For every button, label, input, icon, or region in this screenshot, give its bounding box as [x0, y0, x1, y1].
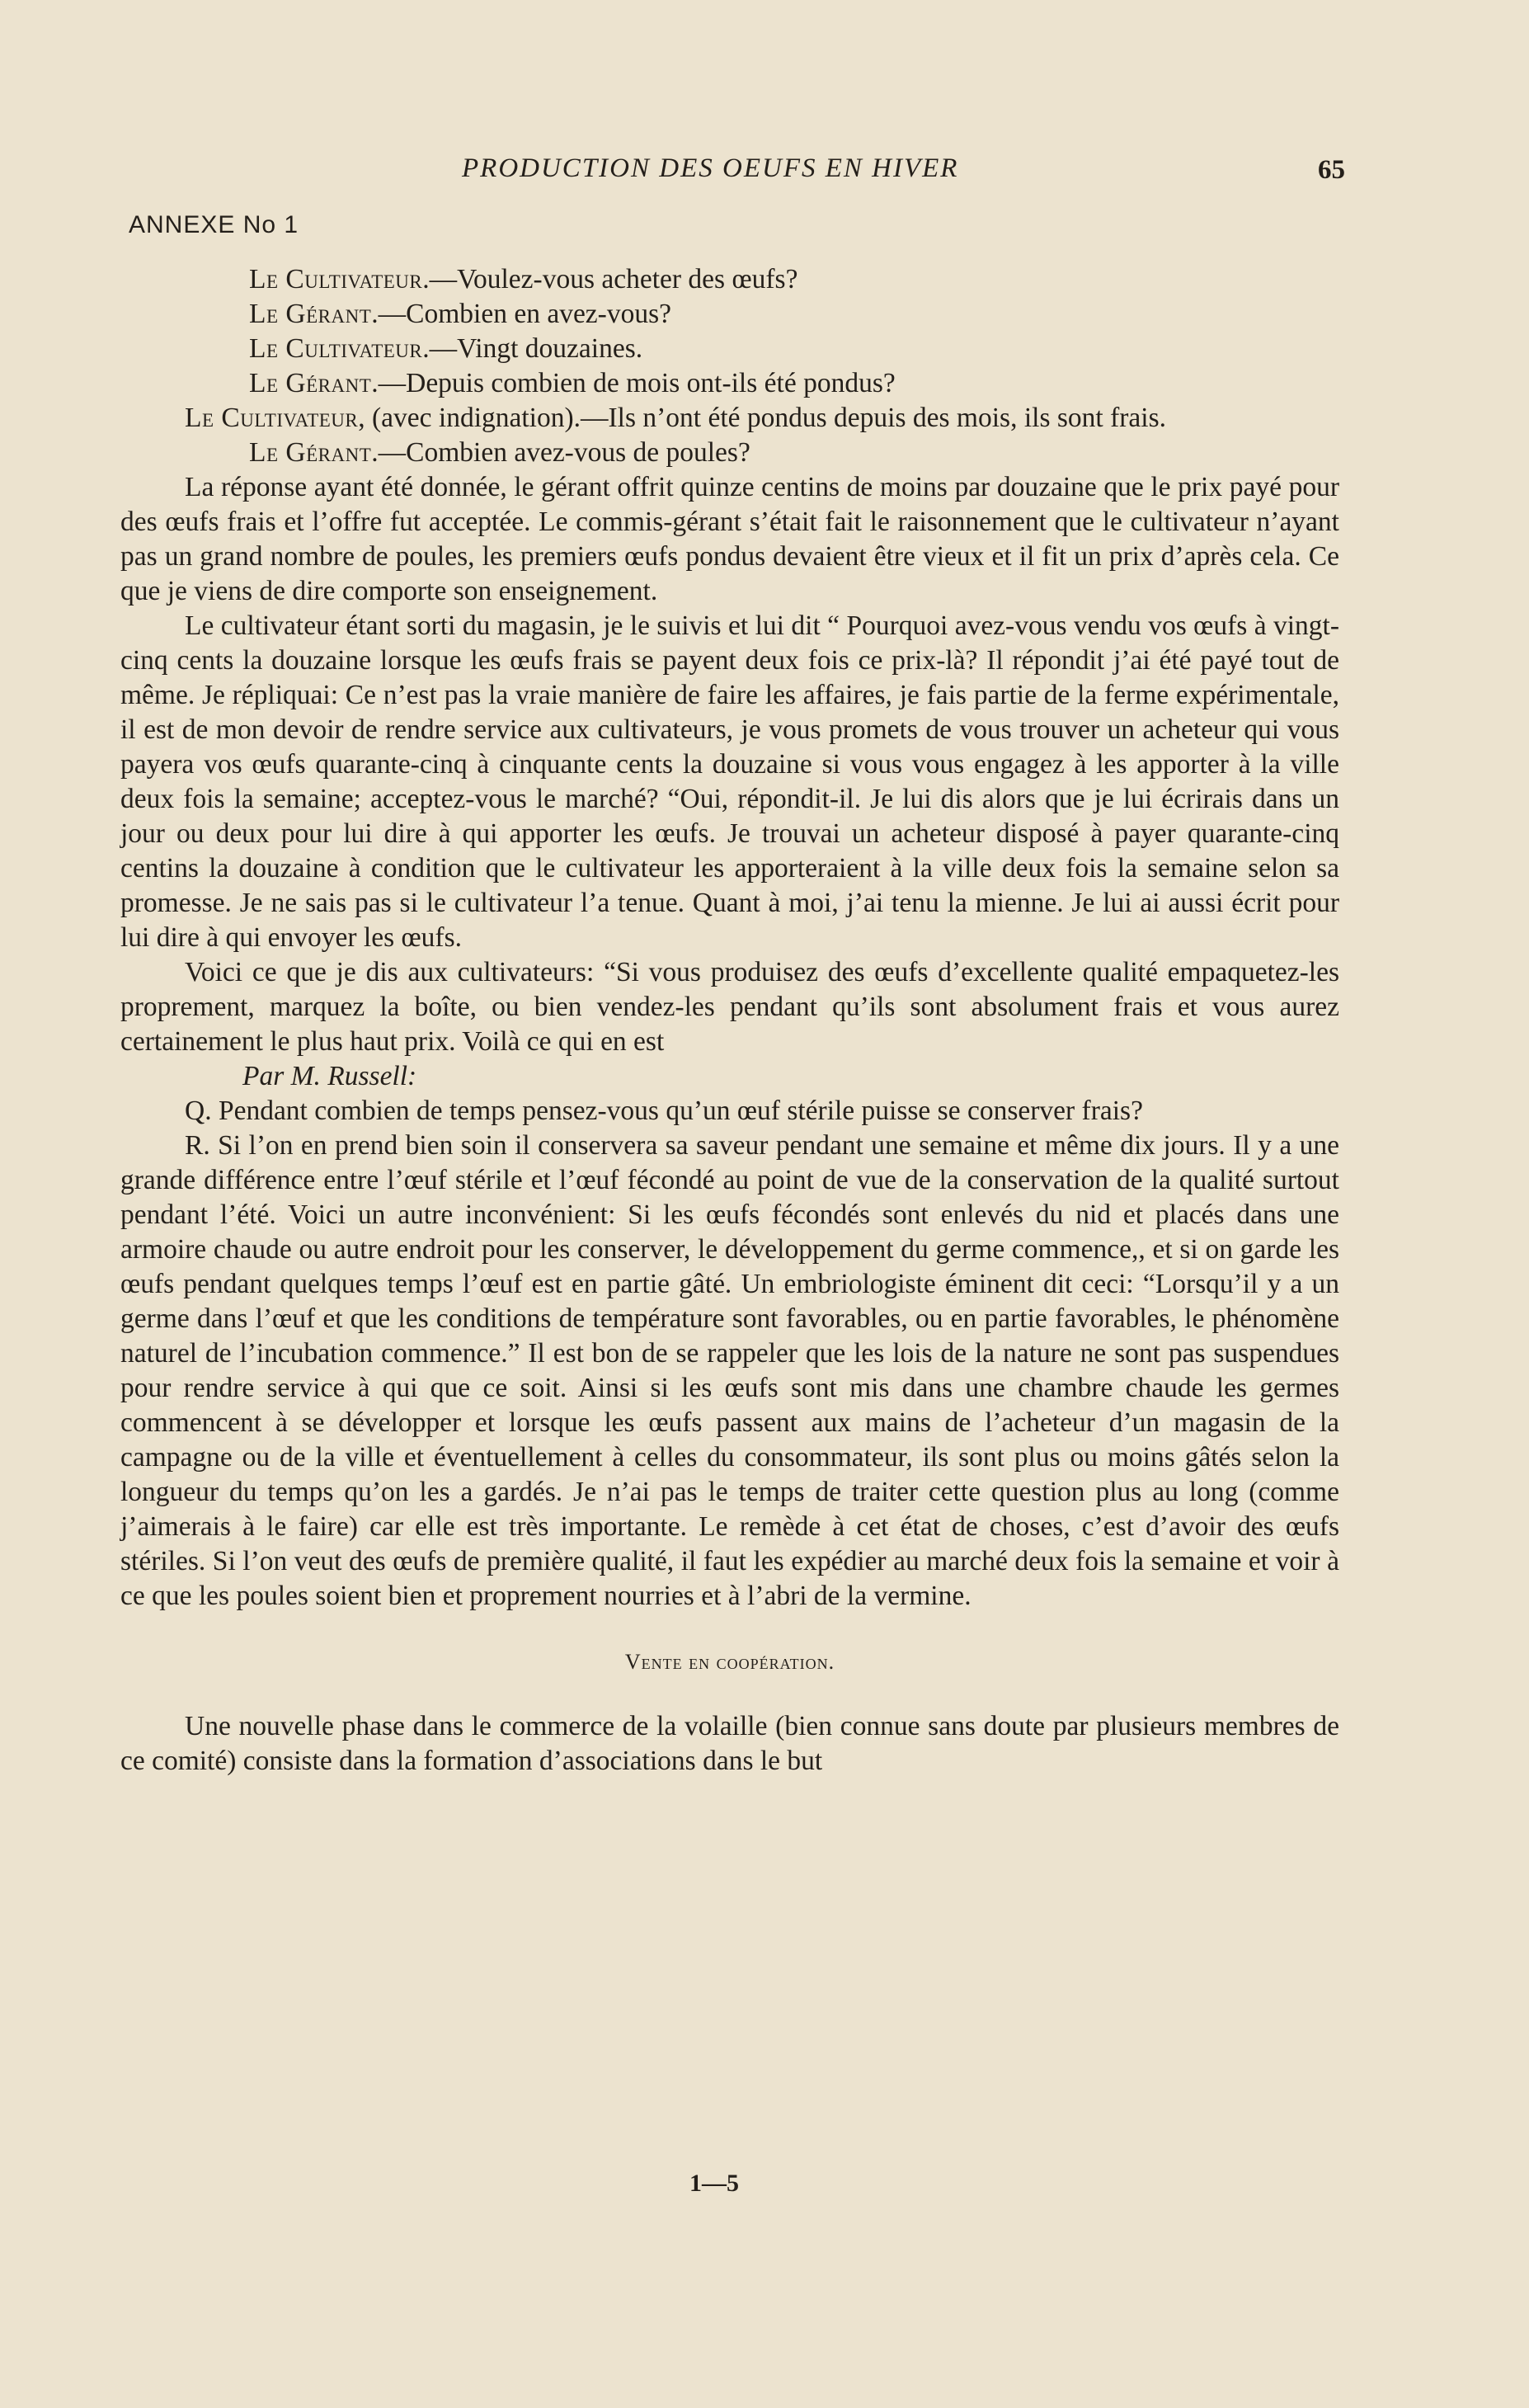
annex-label: ANNEXE No 1: [129, 211, 299, 238]
running-title: PRODUCTION DES OEUFS EN HIVER: [462, 153, 959, 183]
speaker-farmer: Le Cultivateur: [185, 403, 359, 433]
page-number: 65: [1318, 155, 1345, 185]
dialogue-line: [120, 366, 1339, 401]
dialogue-text: .—Depuis combien de mois ont-ils été pondus?: [371, 368, 896, 398]
dialogue-line: [120, 332, 1339, 366]
dialogue-line: [120, 262, 1339, 297]
dialogue-line: [120, 297, 1339, 332]
answer: R. Si l’on en prend bien soin il conservera sa saveur pendant une semaine et même dix jours. Il y a une grande différence entre l’œuf stérile et l’œuf fécondé au point de vue de la conservation de la qualité surtout pendant l’été. Voici un autre inconvénient: Si les œufs fécondés sont enlevés du nid et placés dans une armoire chaude ou autre endroit pour les conserver, le développement du germe commence,, et si on garde les œufs pendant quelques temps l’œuf est en partie gâté. Un embriologiste éminent dit ceci: “Lorsqu’il y a un germe dans l’œuf et que les conditions de température sont favorables, ou en partie favorables, le phénomène naturel de l’incubation commence.” Il est bon de se rappeler que les lois de la nature ne sont pas suspendues pour rendre service à qui que ce soit. Ainsi si les œufs sont mis dans une chambre chaude les germes commencent à se développer et lorsque les œufs passent aux mains de l’acheteur d’un magasin de la campagne ou de la ville et éventuellement à celles du consommateur, ils sont plus ou moins gâtés selon la longueur du temps qu’on les a gardés. Je n’ai pas le temps de traiter cette question plus au long (comme j’aimerais à le faire) car elle est très importante. Le remède à cet état de choses, c’est d’avoir des œufs stériles. Si l’on veut des œufs de première qualité, il faut les expédier au marché deux fois la semaine et voir à ce que les poules soient bien et proprement nourries et à l’abri de la vermine.: [120, 1130, 1339, 1611]
paragraph: Voici ce que je dis aux cultivateurs: “Si vous produisez des œufs d’excellente qualité empaquetez-les proprement, marquez la boîte, ou bien vendez-les pendant qu’ils sont absolument frais et vous aurez certainement le plus haut prix. Voilà ce qui en est: [120, 957, 1339, 1057]
speaker-manager: Le Gérant: [249, 368, 372, 398]
body-text: [120, 262, 1339, 1779]
dialogue-line: [120, 401, 1339, 436]
dialogue-text: , (avec indignation).—Ils n’ont été pondus depuis des mois, ils sont frais.: [358, 403, 1166, 433]
speaker-farmer: Le Cultivateur: [249, 264, 423, 295]
dialogue-text: .—Combien en avez-vous?: [371, 299, 671, 329]
closing-paragraph: Une nouvelle phase dans le commerce de la volaille (bien connue sans doute par plusieurs membres de ce comité) consiste dans la formation d’associations dans le but: [120, 1711, 1339, 1776]
speaker-farmer: Le Cultivateur: [249, 333, 423, 364]
section-heading: Vente en coopération.: [624, 1650, 835, 1674]
questioner-heading: Par M. Russell:: [242, 1061, 417, 1091]
speaker-manager: Le Gérant: [249, 437, 372, 468]
question: Q. Pendant combien de temps pensez-vous qu’un œuf stérile puisse se conserver frais?: [185, 1096, 1143, 1126]
paragraph: La réponse ayant été donnée, le gérant offrit quinze centins de moins par douzaine que le prix payé pour des œufs frais et l’offre fut acceptée. Le commis-gérant s’était fait le raisonnement que le cultivateur n’ayant pas un grand nombre de poules, les premiers œufs pondus devaient être vieux et il fit un prix d’après cela. Ce que je viens de dire comporte son enseignement.: [120, 472, 1339, 606]
dialogue-line: [120, 436, 1339, 470]
dialogue-text: .—Voulez-vous acheter des œufs?: [422, 264, 798, 295]
dialogue-text: .—Combien avez-vous de poules?: [371, 437, 750, 468]
paragraph: Le cultivateur étant sorti du magasin, je le suivis et lui dit “ Pourquoi avez-vous vendu vos œufs à vingt-cinq cents la douzaine lorsque les œufs frais se payent deux fois ce prix-là? Il répondit j’ai été payé tout de même. Je répliquai: Ce n’est pas la vraie manière de faire les affaires, je fais partie de la ferme expérimentale, il est de mon devoir de rendre service aux cultivateurs, je vous promets de vous trouver un acheteur qui vous payera vos œufs quarante-cinq à cinquante cents la douzaine si vous vous engagez à les apporter à la ville deux fois la semaine; acceptez-vous le marché? “Oui, répondit-il. Je lui dis alors que je lui écrirais dans un jour ou deux pour lui dire à qui apporter les œufs. Je trouvai un acheteur disposé à payer quarante-cinq centins la douzaine à condition que le cultivateur les apporteraient à la ville deux fois la semaine selon sa promesse. Je ne sais pas si le cultivateur l’a tenue. Quant à moi, j’ai tenu la mienne. Je lui ai aussi écrit pour lui dire à qui envoyer les œufs.: [120, 610, 1339, 953]
speaker-manager: Le Gérant: [249, 299, 372, 329]
footer-signature: 1—5: [689, 2170, 739, 2197]
dialogue-text: .—Vingt douzaines.: [422, 333, 643, 364]
